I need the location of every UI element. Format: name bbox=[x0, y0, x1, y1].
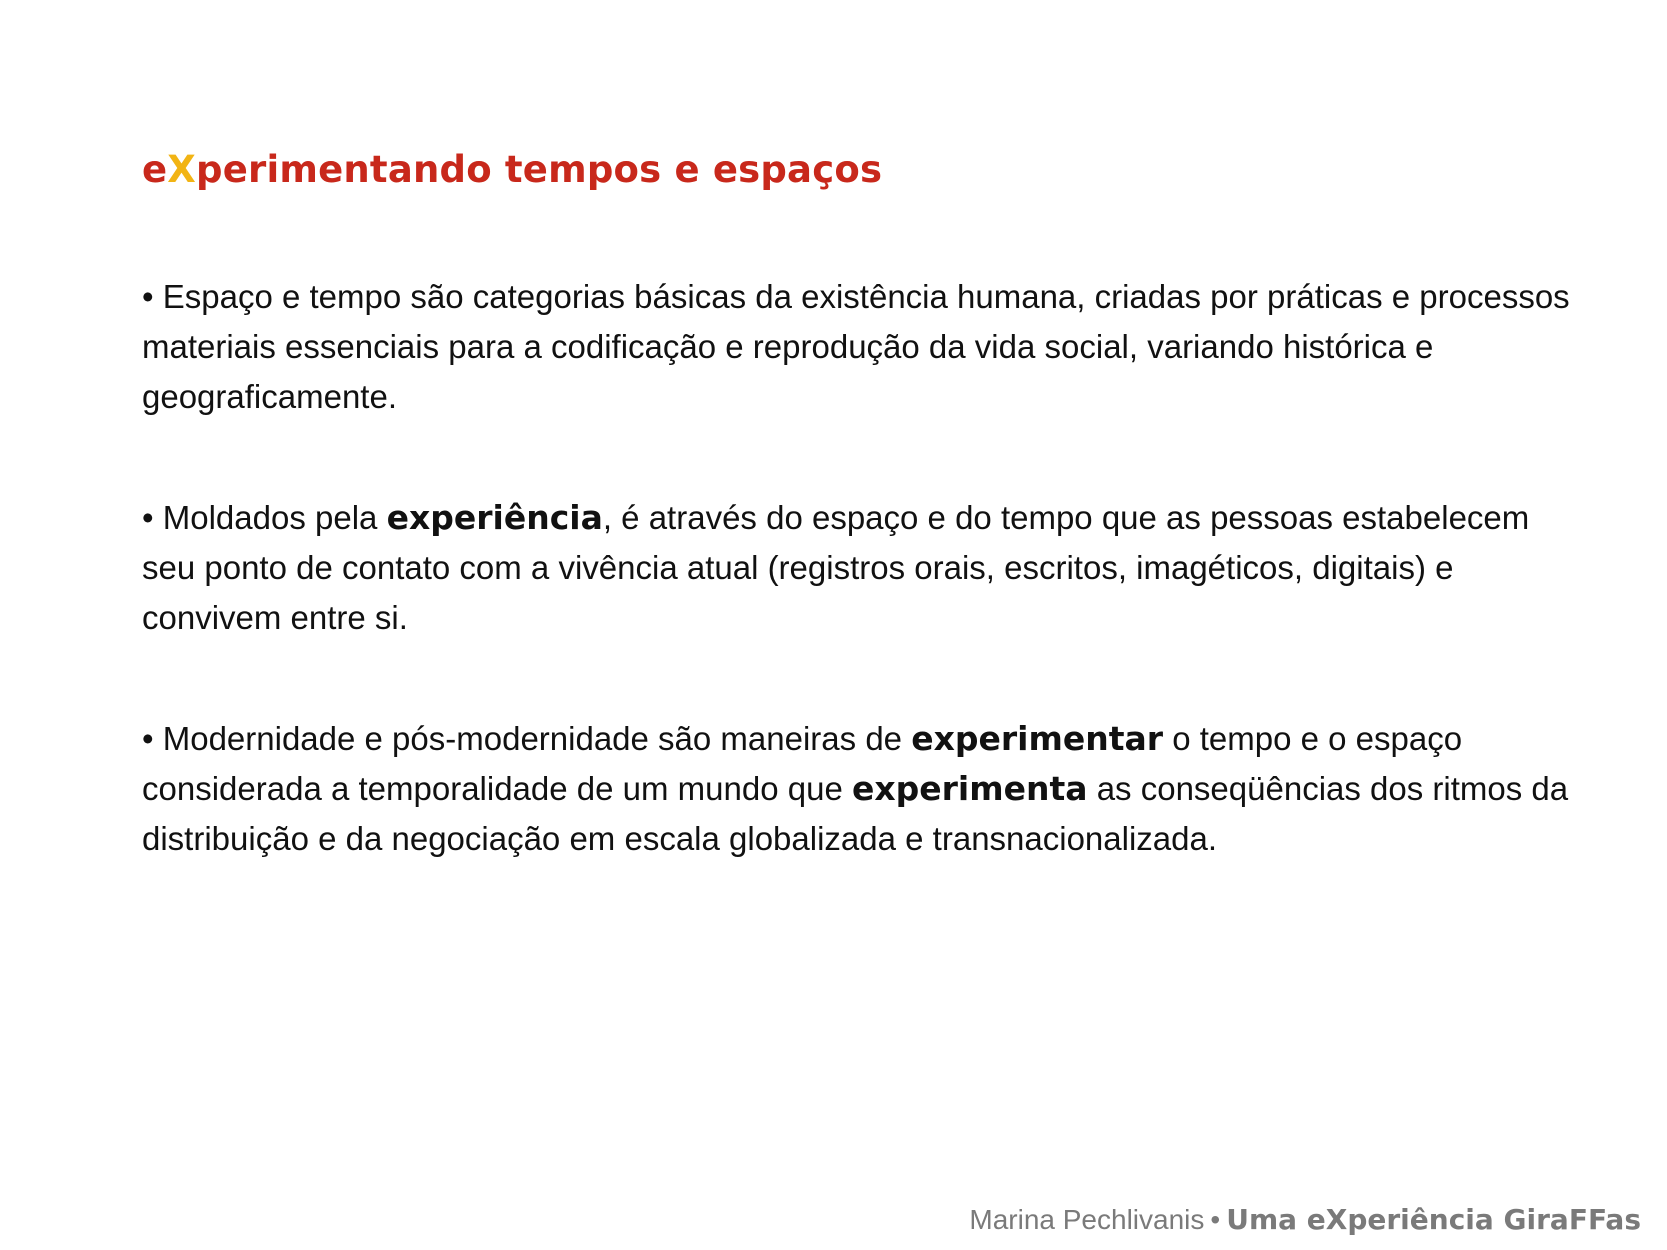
bullet-text: Espaço e tempo são categorias básicas da existência humana, criadas por práticas e processos materiais essenciais para a codificação e reprodução da vida social, variando histórica e geograficamente. bbox=[142, 278, 1570, 415]
slide-title-prefix: e bbox=[142, 148, 168, 191]
bullet-text: Modernidade e pós-modernidade são maneiras de bbox=[162, 720, 912, 757]
bullet-text: as conseqüências dos ritmos da distribuição e da negociação em escala globalizada e transnacionalizada. bbox=[142, 770, 1569, 857]
bullet-text: Moldados pela bbox=[162, 499, 387, 536]
bullet-emphasis: experiência bbox=[386, 498, 603, 537]
bullet-item bbox=[142, 272, 1582, 422]
slide-title-rest: perimentando tempos e espaços bbox=[196, 148, 883, 191]
bullet-emphasis: experimenta bbox=[851, 769, 1088, 808]
bullet-marker: • bbox=[142, 720, 154, 757]
slide-title-accent-letter: X bbox=[167, 148, 197, 191]
bullet-list bbox=[142, 272, 1582, 935]
bullet-text: o tempo e o espaço considerada a temporalidade de um mundo que bbox=[142, 720, 1463, 807]
bullet-emphasis: experimentar bbox=[911, 719, 1164, 758]
bullet-item bbox=[142, 493, 1582, 643]
bullet-marker: • bbox=[142, 499, 154, 536]
footer-author: Marina Pechlivanis bbox=[969, 1204, 1205, 1235]
footer-brand: Uma eXperiência GiraFFas bbox=[1226, 1203, 1641, 1236]
slide-title bbox=[142, 148, 882, 191]
bullet-item bbox=[142, 714, 1582, 864]
bullet-text: , é através do espaço e do tempo que as pessoas estabelecem seu ponto de contato com a vivência atual (registros orais, escritos, imagéticos, digitais) e convivem entre si. bbox=[142, 499, 1530, 636]
bullet-marker: • bbox=[142, 278, 154, 315]
slide-footer bbox=[969, 1203, 1641, 1236]
footer-separator: • bbox=[1210, 1204, 1221, 1235]
